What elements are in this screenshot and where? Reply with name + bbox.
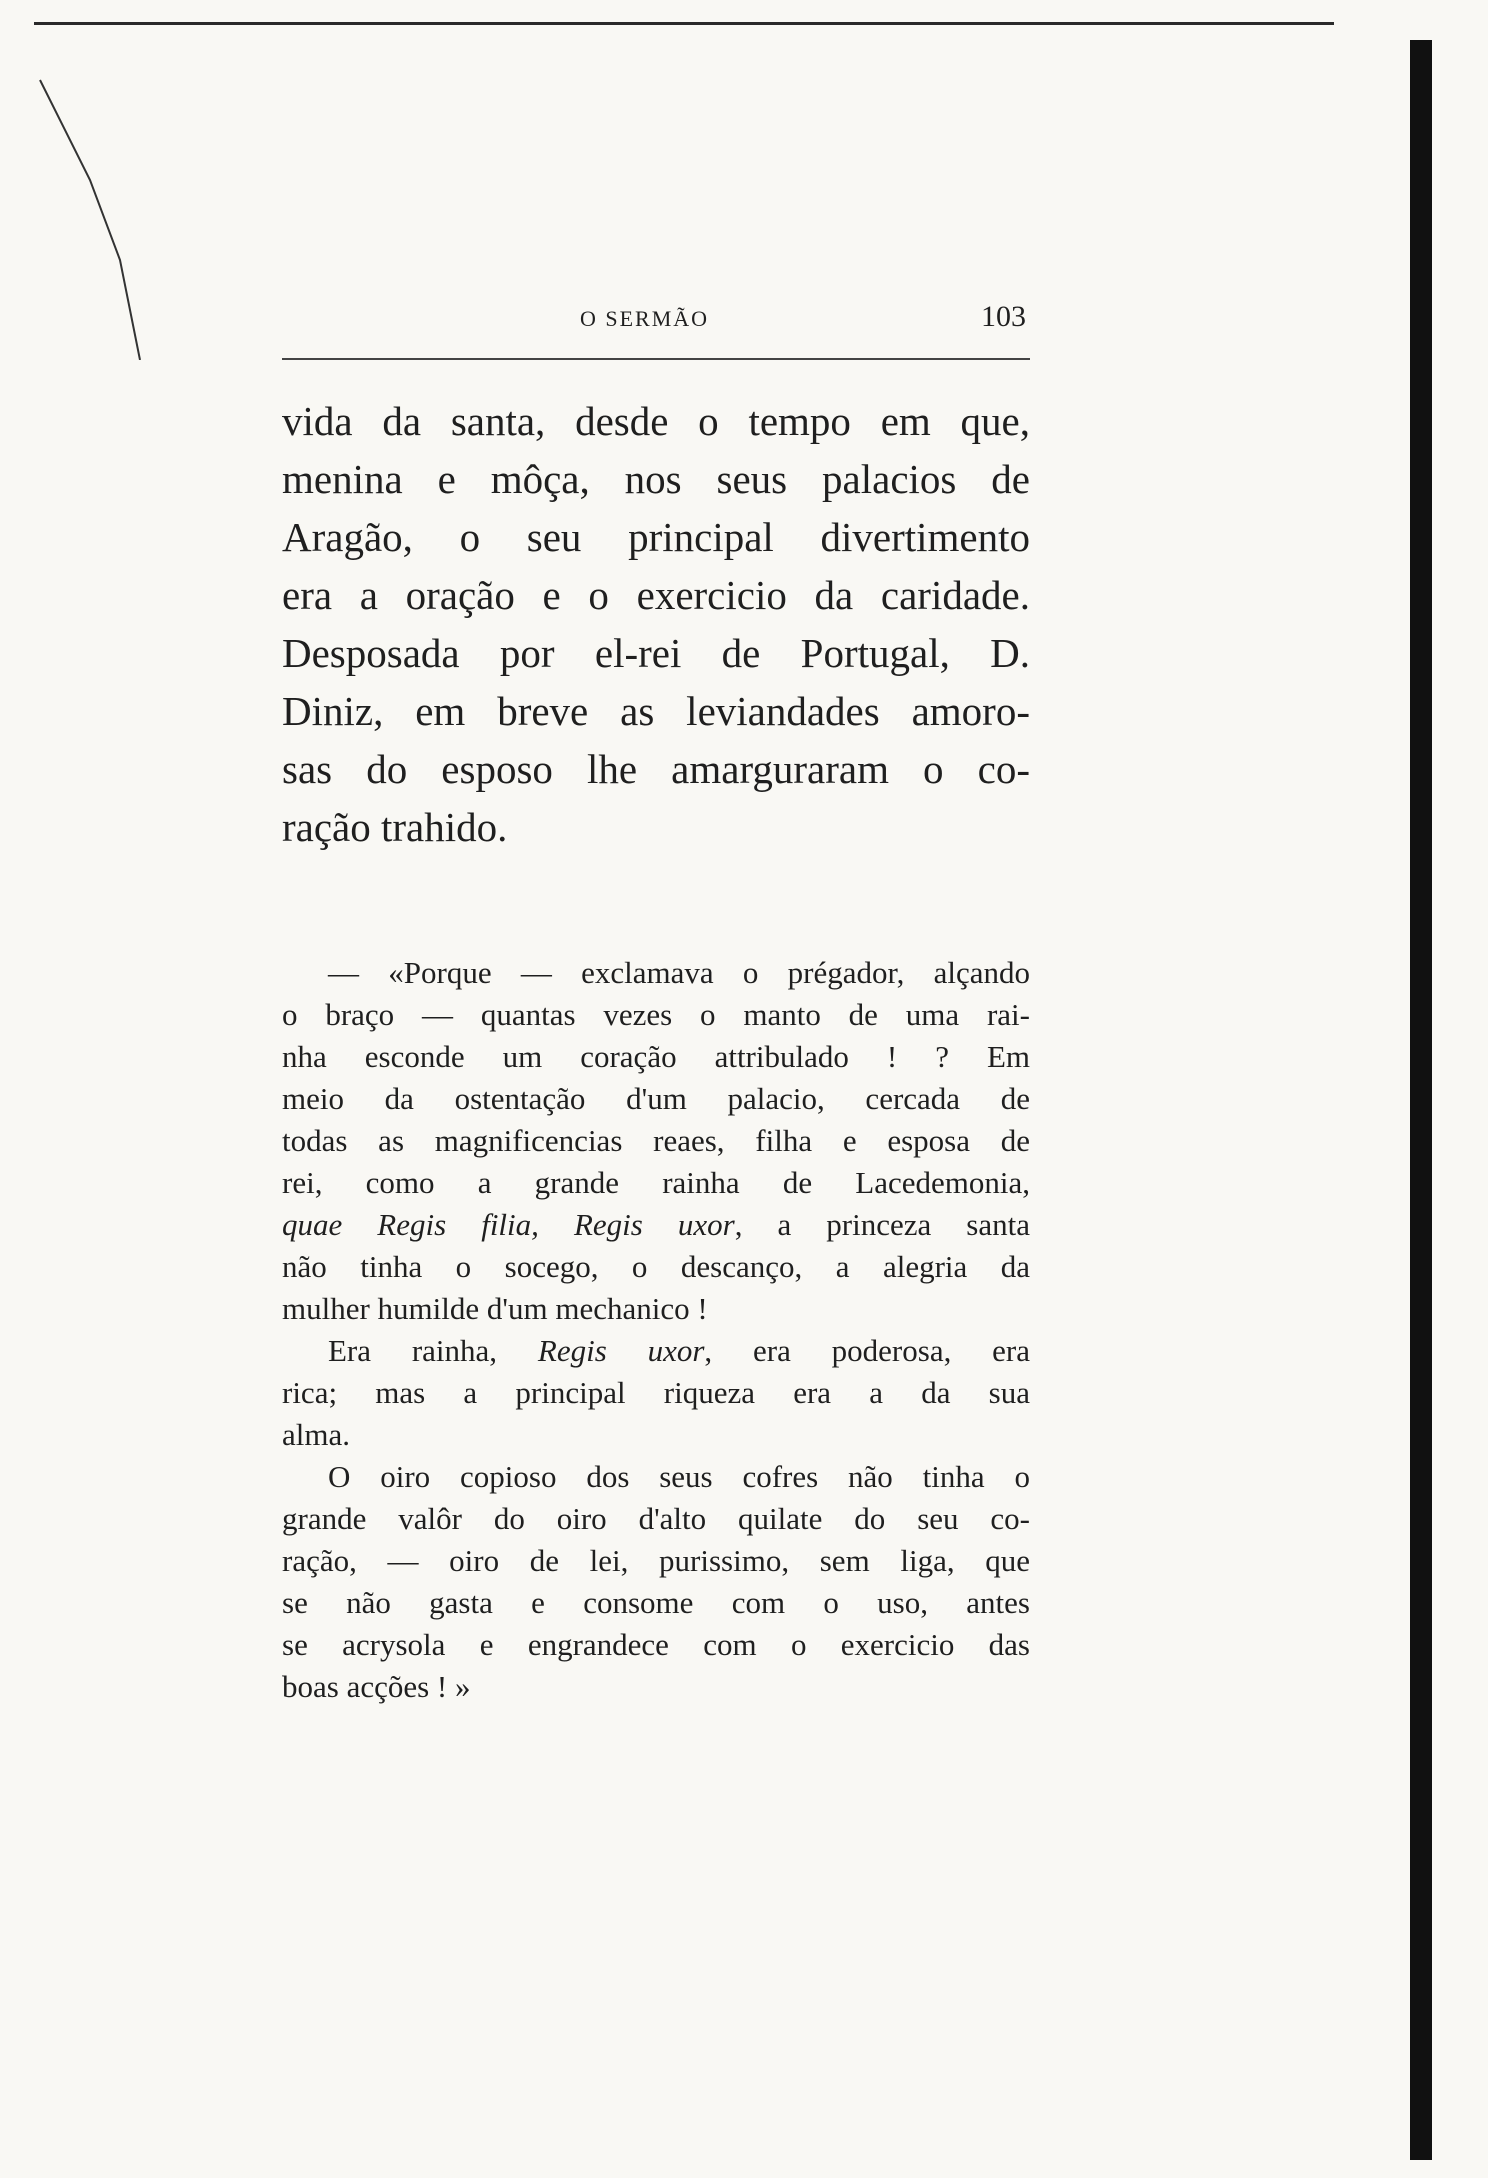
- quote-line: rei, como a grande rainha de Lacedemonia,: [282, 1165, 1030, 1200]
- latin-phrase: Regis uxor: [537, 1333, 705, 1368]
- text-line: Desposada por el-rei de Portugal, D.: [282, 630, 1030, 676]
- text-line: vida da santa, desde o tempo em que,: [282, 398, 1030, 444]
- quote-fragment: , era poderosa, era: [704, 1333, 1030, 1368]
- page-edge-shadow: [1410, 40, 1432, 2160]
- page-number: 103: [981, 300, 1026, 333]
- quote-line: [282, 1204, 1030, 1246]
- header-rule: [282, 358, 1030, 360]
- quote-line: grande valôr do oiro d'alto quilate do seu co-: [282, 1501, 1030, 1536]
- margin-scratch-mark: [30, 60, 160, 360]
- page-header: [280, 300, 1030, 340]
- quote-line: boas acções ! »: [282, 1669, 471, 1704]
- sermon-quote: [282, 952, 1030, 1708]
- text-line: Diniz, em breve as leviandades amoro-: [282, 688, 1030, 734]
- main-paragraph: [282, 392, 1030, 856]
- quote-line: se não gasta e consome com o uso, antes: [282, 1585, 1030, 1620]
- quote-line: O oiro copioso dos seus cofres não tinha o: [328, 1459, 1030, 1494]
- quote-line: ração, — oiro de lei, purissimo, sem liga, que: [282, 1543, 1030, 1578]
- quote-line: — «Porque — exclamava o prégador, alçando: [328, 955, 1030, 990]
- quote-line: não tinha o socego, o descanço, a alegria da: [282, 1249, 1030, 1284]
- text-line: menina e môça, nos seus palacios de: [282, 456, 1030, 502]
- text-line: ração trahido.: [282, 804, 508, 850]
- quote-line: o braço — quantas vezes o manto de uma rai-: [282, 997, 1030, 1032]
- quote-line: nha esconde um coração attribulado ! ? Em: [282, 1039, 1030, 1074]
- top-page-rule: [34, 22, 1334, 25]
- text-line: sas do esposo lhe amarguraram o co-: [282, 746, 1030, 792]
- text-line: era a oração e o exercicio da caridade.: [282, 572, 1030, 618]
- quote-line: [282, 1330, 1030, 1372]
- latin-phrase: quae Regis filia, Regis uxor: [282, 1207, 735, 1242]
- quote-line: meio da ostentação d'um palacio, cercada de: [282, 1081, 1030, 1116]
- quote-line: todas as magnificencias reaes, filha e esposa de: [282, 1123, 1030, 1158]
- quote-line: rica; mas a principal riqueza era a da sua: [282, 1375, 1030, 1410]
- quote-line: alma.: [282, 1417, 350, 1452]
- quote-fragment: Era rainha,: [328, 1333, 538, 1368]
- quote-fragment: , a princeza santa: [734, 1207, 1031, 1242]
- quote-line: mulher humilde d'um mechanico !: [282, 1291, 708, 1326]
- quote-line: se acrysola e engrandece com o exercicio das: [282, 1627, 1030, 1662]
- running-title: O SERMÃO: [580, 306, 710, 331]
- text-line: Aragão, o seu principal divertimento: [282, 514, 1030, 560]
